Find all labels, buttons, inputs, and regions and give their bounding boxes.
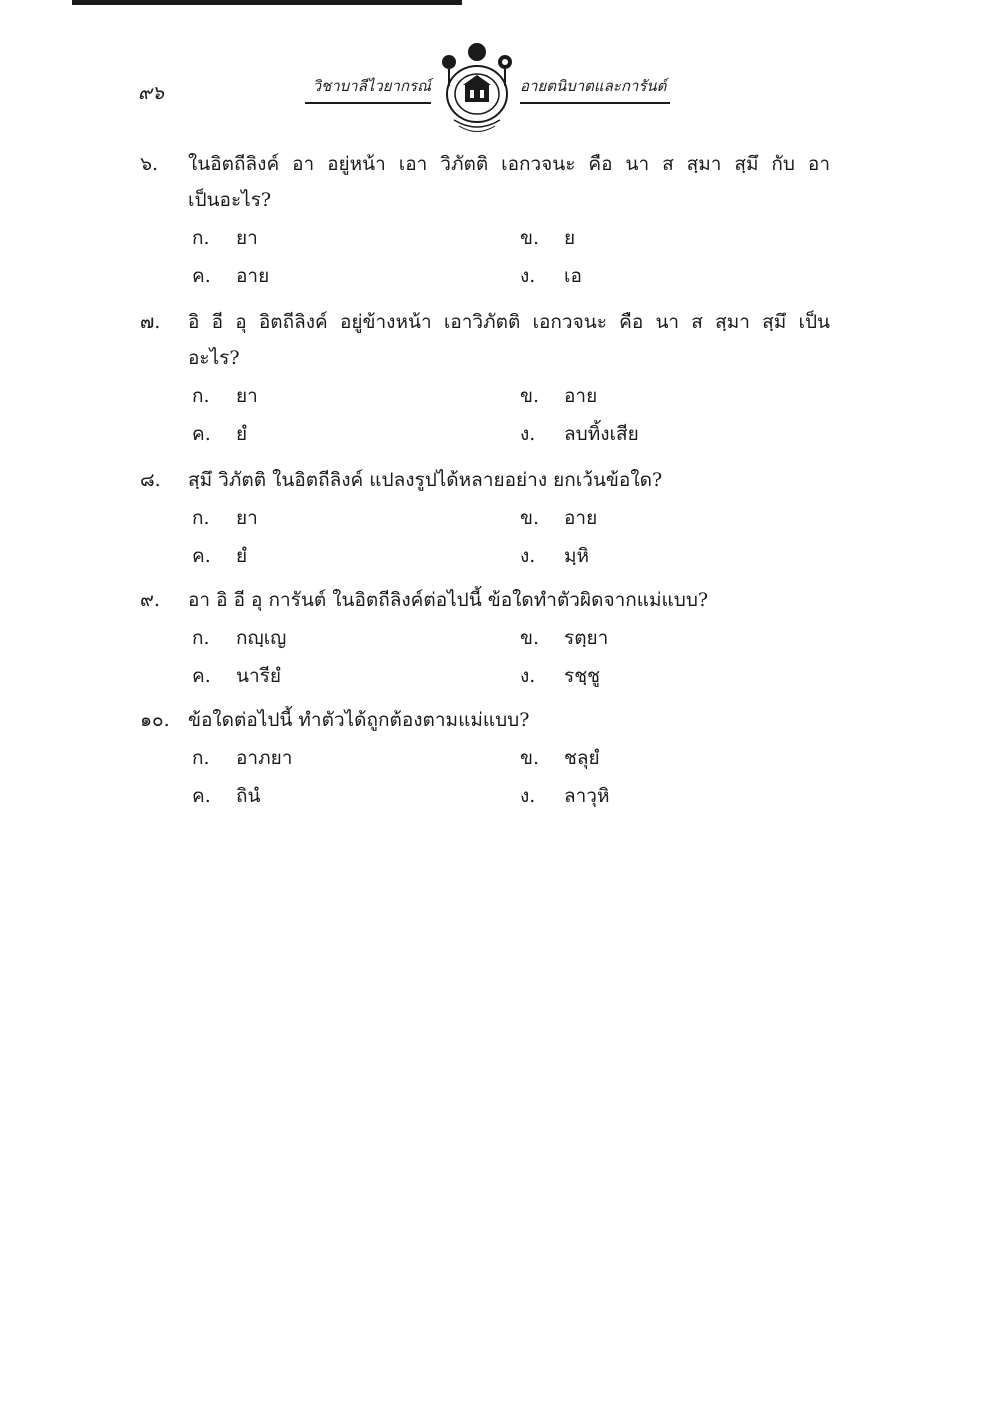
choice-letter: ก. <box>192 747 210 769</box>
top-rule <box>72 0 462 5</box>
header-right-title: อายตนิบาตและการันต์ <box>520 74 670 104</box>
question-number: ๙. <box>140 589 160 611</box>
choice-letter: ก. <box>192 385 210 407</box>
choice-c[interactable] <box>192 258 269 294</box>
question-text: อิ อี อุ อิตถีลิงค์ อยู่ข้างหน้า เอาวิภัตติ เอกวจนะ คือ นา ส สฺมา สฺมึ เป็น <box>188 311 830 333</box>
choice-letter: ค. <box>192 265 211 287</box>
choice-a[interactable] <box>192 220 258 256</box>
choice-text: รชฺชู <box>564 665 600 687</box>
choice-text: อาย <box>564 385 598 407</box>
choice-text: อาย <box>564 507 598 529</box>
question-6 <box>140 146 830 296</box>
choice-letter: ข. <box>520 227 540 249</box>
question-10 <box>140 702 830 816</box>
question-7 <box>140 304 830 454</box>
choice-letter: ค. <box>192 423 211 445</box>
question-text-continued: อะไร? <box>188 347 240 369</box>
choice-b[interactable] <box>520 740 600 776</box>
choice-text: ชลุยํ <box>564 747 600 769</box>
choice-letter: ข. <box>520 627 540 649</box>
choice-letter: ง. <box>520 423 536 445</box>
choice-b[interactable] <box>520 500 597 536</box>
question-8 <box>140 462 830 576</box>
choice-letter: ค. <box>192 545 211 567</box>
choice-text: ยํ <box>236 423 248 445</box>
choice-letter: ค. <box>192 785 211 807</box>
question-number: ๑๐. <box>140 709 170 731</box>
choice-text: ยํ <box>236 545 248 567</box>
question-number: ๗. <box>140 311 161 333</box>
question-number: ๖. <box>140 153 159 175</box>
question-text-continued: เป็นอะไร? <box>188 189 272 211</box>
choice-text: ถินํ <box>236 785 261 807</box>
choice-letter: ก. <box>192 507 210 529</box>
choice-text: มฺหิ <box>564 545 590 567</box>
question-text: อา อิ อี อุ การันต์ ในอิตถีลิงค์ต่อไปนี้ ข้อใดทำตัวผิดจากแม่แบบ? <box>188 589 709 611</box>
page-number: ๙๖ <box>138 82 164 104</box>
question-9 <box>140 582 830 696</box>
choice-b[interactable] <box>520 220 575 256</box>
choice-letter: ข. <box>520 507 540 529</box>
choice-text: ยา <box>236 385 258 407</box>
question-text: สฺมึ วิภัตติ ในอิตถีลิงค์ แปลงรูปได้หลายอย่าง ยกเว้นข้อใด? <box>188 469 663 491</box>
choice-a[interactable] <box>192 500 258 536</box>
choice-text: อาย <box>236 265 270 287</box>
choice-text: ลาวุหิ <box>564 785 610 807</box>
choice-a[interactable] <box>192 378 258 414</box>
choice-c[interactable] <box>192 658 281 694</box>
answer-choices <box>140 220 830 296</box>
question-number: ๘. <box>140 469 161 491</box>
choice-text: ลบทิ้งเสีย <box>564 423 639 445</box>
choice-text: อาภยา <box>236 747 293 769</box>
choice-letter: ก. <box>192 227 210 249</box>
choice-a[interactable] <box>192 740 292 776</box>
header-left-title: วิชาบาลีไวยากรณ์ <box>305 74 431 104</box>
choice-letter: ค. <box>192 665 211 687</box>
choice-d[interactable] <box>520 416 639 452</box>
choice-letter: ง. <box>520 545 536 567</box>
answer-choices <box>140 500 830 576</box>
choice-d[interactable] <box>520 778 610 814</box>
emblem-seal-icon <box>434 38 520 138</box>
choice-b[interactable] <box>520 620 608 656</box>
choice-text: นารียํ <box>236 665 281 687</box>
choice-letter: ง. <box>520 665 536 687</box>
choice-text: ยา <box>236 507 258 529</box>
choice-c[interactable] <box>192 416 247 452</box>
choice-a[interactable] <box>192 620 286 656</box>
choice-letter: ข. <box>520 385 540 407</box>
question-text: ข้อใดต่อไปนี้ ทำตัวได้ถูกต้องตามแม่แบบ? <box>188 709 530 731</box>
choice-c[interactable] <box>192 538 247 574</box>
choice-text: รตฺยา <box>564 627 609 649</box>
choice-c[interactable] <box>192 778 261 814</box>
question-text: ในอิตถีลิงค์ อา อยู่หน้า เอา วิภัตติ เอกวจนะ คือ นา ส สฺมา สฺมึ กับ อา <box>188 153 830 175</box>
choice-text: ยา <box>236 227 258 249</box>
choice-letter: ข. <box>520 747 540 769</box>
choice-text: ย <box>564 227 576 249</box>
answer-choices <box>140 740 830 816</box>
choice-text: กญฺเญ <box>236 627 287 649</box>
choice-letter: ง. <box>520 265 536 287</box>
answer-choices <box>140 620 830 696</box>
choice-b[interactable] <box>520 378 597 414</box>
choice-d[interactable] <box>520 258 582 294</box>
choice-letter: ง. <box>520 785 536 807</box>
choice-d[interactable] <box>520 658 600 694</box>
answer-choices <box>140 378 830 454</box>
choice-letter: ก. <box>192 627 210 649</box>
choice-d[interactable] <box>520 538 589 574</box>
choice-text: เอ <box>564 265 582 287</box>
